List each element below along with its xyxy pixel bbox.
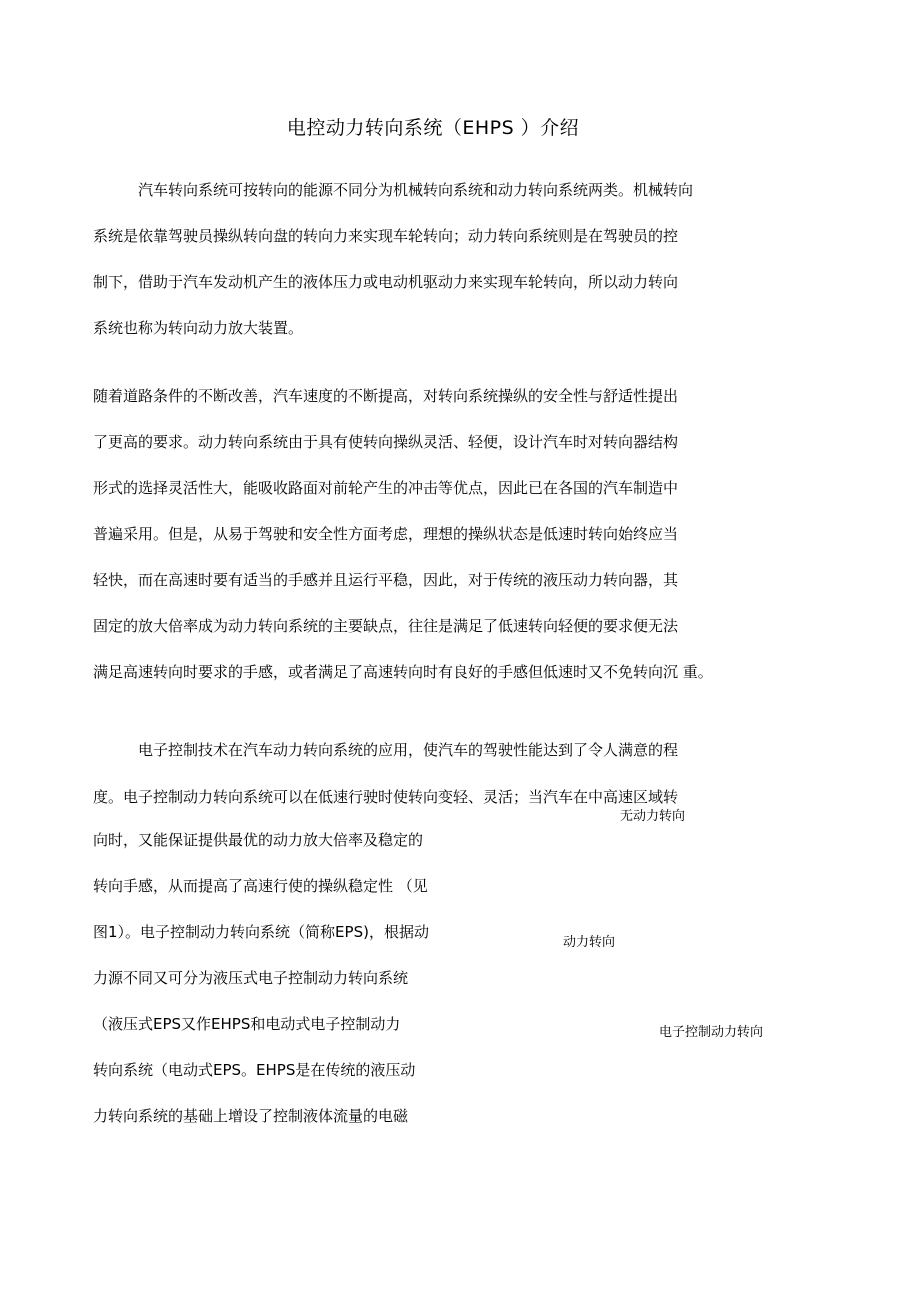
paragraph-2-line-2: 了更高的要求。动力转向系统由于具有使转向操纵灵活、轻便，设计汽车时对转向器结构: [93, 433, 679, 451]
figure-label-electronic-power-steering: 电子控制动力转向: [659, 1025, 764, 1040]
paragraph-3-line-1: 电子控制技术在汽车动力转向系统的应用，使汽车的驾驶性能达到了令人满意的程: [138, 741, 679, 759]
paragraph-2-line-1: 随着道路条件的不断改善，汽车速度的不断提高，对转向系统操纵的安全性与舒适性提出: [93, 387, 679, 405]
paragraph-2-line-4: 普遍采用。但是，从易于驾驶和安全性方面考虑，理想的操纵状态是低速时转向始终应当: [93, 525, 679, 543]
paragraph-3-line-6: 力源不同又可分为液压式电子控制动力转向系统: [93, 969, 409, 987]
paragraph-2-line-5: 轻快，而在高速时要有适当的手感并且运行平稳，因此，对于传统的液压动力转向器，其: [93, 571, 679, 589]
paragraph-1-line-2: 系统是依靠驾驶员操纵转向盘的转向力来实现车轮转向；动力转向系统则是在驾驶员的控: [93, 227, 679, 245]
figure-label-no-power-steering: 无动力转向: [620, 809, 686, 824]
figure-label-power-steering: 动力转向: [563, 935, 616, 950]
paragraph-3-line-3: 向时，又能保证提供最优的动力放大倍率及稳定的: [93, 831, 424, 849]
document-title: 电控动力转向系统（EHPS ）介绍: [286, 117, 580, 139]
paragraph-3-line-7: （液压式EPS又作EHPS和电动式电子控制动力: [93, 1015, 401, 1033]
paragraph-1-line-4: 系统也称为转向动力放大装置。: [93, 319, 304, 337]
paragraph-3-line-9: 力转向系统的基础上增设了控制液体流量的电磁: [93, 1107, 409, 1125]
paragraph-1-line-1: 汽车转向系统可按转向的能源不同分为机械转向系统和动力转向系统两类。机械转向: [138, 181, 694, 199]
paragraph-2-line-3: 形式的选择灵活性大，能吸收路面对前轮产生的冲击等优点，因此已在各国的汽车制造中: [93, 479, 679, 497]
paragraph-1-line-3: 制下，借助于汽车发动机产生的液体压力或电动机驱动力来实现车轮转向，所以动力转向: [93, 273, 679, 291]
paragraph-3-line-8: 转向系统（电动式EPS。EHPS是在传统的液压动: [93, 1061, 416, 1079]
paragraph-2-line-6: 固定的放大倍率成为动力转向系统的主要缺点，往往是满足了低速转向轻便的要求便无法: [93, 617, 679, 635]
paragraph-3-line-2: 度。电子控制动力转向系统可以在低速行驶时使转向变轻、灵活；当汽车在中高速区域转: [93, 788, 679, 806]
paragraph-2-line-7: 满足高速转向时要求的手感，或者满足了高速转向时有良好的手感但低速时又不免转向沉 重。: [93, 663, 713, 681]
paragraph-3-line-5: 图1）。电子控制动力转向系统（简称EPS)，根据动: [93, 923, 429, 941]
paragraph-3-line-4: 转向手感，从而提高了高速行使的操纵稳定性 （见: [93, 877, 428, 895]
